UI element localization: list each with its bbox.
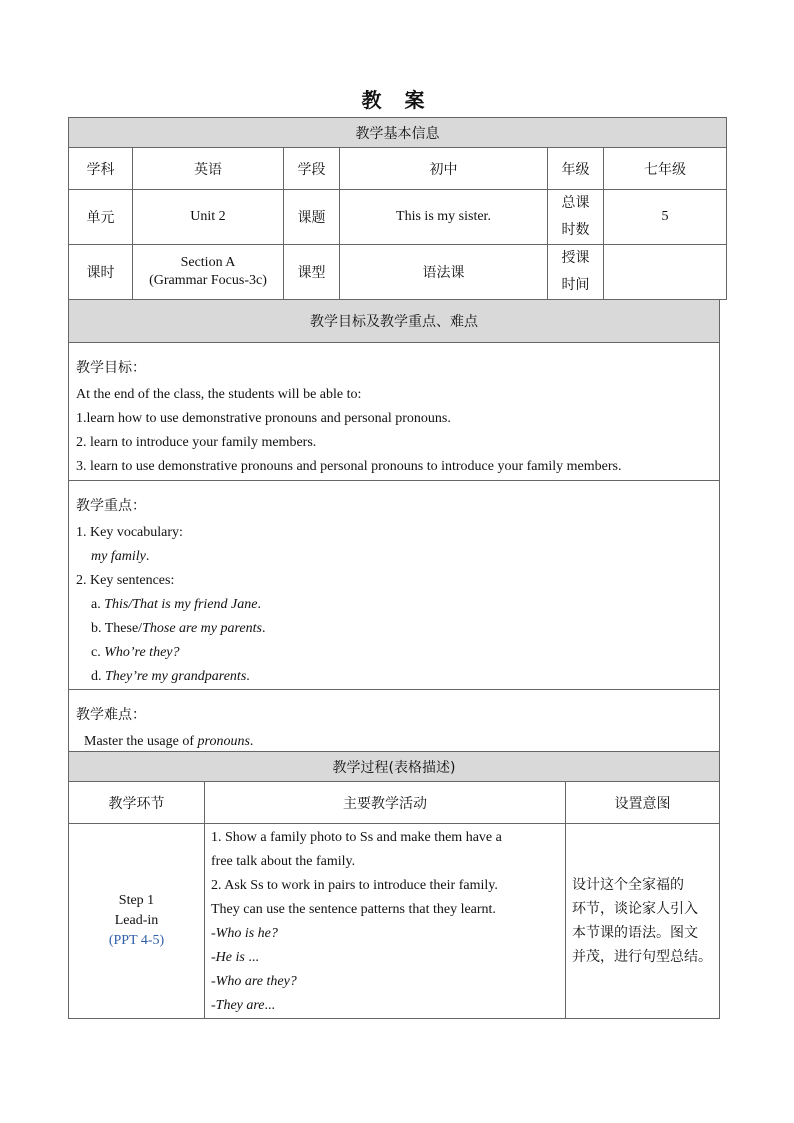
key-sentence	[91, 593, 719, 617]
key-sentence-prefix: a.	[91, 597, 105, 612]
key-sentence-text: This/That is my friend Jane	[104, 597, 258, 612]
value-total-hours: 5	[604, 190, 727, 245]
dialogue-end: ...	[244, 950, 259, 965]
step-ppt: (PPT 4-5)	[108, 933, 165, 948]
col-header-stage: 教学环节	[69, 782, 205, 824]
dialogue-end: ...	[264, 998, 276, 1013]
value-period	[133, 245, 284, 300]
label-teach-time	[548, 245, 604, 300]
intent-line: 设计这个全家福的	[572, 877, 684, 893]
step-sub: Lead-in	[114, 913, 159, 928]
key-sentence-end: .	[246, 669, 250, 684]
key-sentence-text: Who’re they?	[104, 645, 180, 660]
label-unit: 单元	[69, 190, 133, 245]
dialogue-line	[211, 922, 559, 946]
value-grade: 七年级	[604, 148, 727, 190]
objectives-title: 教学目标：	[76, 360, 146, 376]
value-stage: 初中	[340, 148, 548, 190]
intent-line: 并茂，进行句型总结。	[572, 949, 712, 965]
dialogue-text: -He is	[211, 950, 245, 965]
label-total-hours	[548, 190, 604, 245]
key-points-section	[69, 481, 720, 690]
key-sentence-prefix: b. These/	[91, 621, 143, 636]
difficulty-title: 教学难点：	[76, 707, 146, 723]
objective-line: 1.learn how to use demonstrative pronouns and personal pronouns.	[76, 411, 451, 426]
objectives-section	[69, 343, 720, 481]
key-sentence-end: .	[257, 597, 261, 612]
key-sentences-label: 2. Key sentences:	[76, 573, 175, 588]
activity-line: 1. Show a family photo to Ss and make them have a	[211, 830, 502, 845]
basic-info-header: 教学基本信息	[69, 118, 727, 148]
label-lesson-type: 课型	[284, 245, 340, 300]
activity-line: 2. Ask Ss to work in pairs to introduce their family.	[211, 878, 498, 893]
key-sentence-end: .	[261, 621, 266, 636]
key-sentence	[91, 665, 719, 689]
objective-line: 3. learn to use demonstrative pronouns and personal pronouns to introduce your family members.	[76, 459, 622, 474]
key-vocab-item	[91, 545, 719, 569]
key-sentence-prefix: d.	[91, 669, 105, 684]
intent-line: 环节，谈论家人引入	[572, 901, 698, 917]
value-teach-time	[604, 245, 727, 300]
process-table	[68, 751, 720, 1019]
step-cell	[69, 824, 205, 1019]
label-total-hours-line2: 时数	[561, 222, 590, 238]
key-vocab-end: .	[145, 549, 150, 564]
dialogue-text: -Who are they?	[211, 974, 297, 989]
value-period-line2: (Grammar Focus-3c)	[149, 273, 267, 288]
difficulty-italic: pronouns	[197, 734, 250, 749]
intent-line: 本节课的语法。图文	[572, 925, 698, 941]
dialogue-line	[211, 970, 559, 994]
col-header-activities: 主要教学活动	[205, 782, 566, 824]
value-period-line1: Section A	[180, 255, 236, 270]
basic-info-table	[68, 117, 727, 300]
goals-header: 教学目标及教学重点、难点	[69, 300, 720, 343]
value-lesson-type: 语法课	[340, 245, 548, 300]
process-header: 教学过程(表格描述)	[69, 752, 720, 782]
key-sentence-text: Those are my parents	[142, 621, 262, 636]
value-subject: 英语	[133, 148, 284, 190]
key-sentence	[91, 617, 719, 641]
activity-line: They can use the sentence patterns that they learnt.	[211, 902, 496, 917]
value-topic: This is my sister.	[340, 190, 548, 245]
label-topic: 课题	[284, 190, 340, 245]
key-vocab-text: my family	[91, 549, 146, 564]
objective-line: 2. learn to introduce your family members.	[76, 435, 317, 450]
label-teach-time-line2: 时间	[561, 277, 590, 293]
dialogue-text: -They are	[211, 998, 265, 1013]
document-title: 教 案	[361, 88, 433, 112]
activity-line: free talk about the family.	[211, 854, 356, 869]
col-header-intent: 设置意图	[566, 782, 720, 824]
key-sentence	[91, 641, 719, 665]
dialogue-line	[211, 994, 559, 1018]
label-period: 课时	[69, 245, 133, 300]
difficulty-section	[69, 690, 720, 758]
key-points-title: 教学重点：	[76, 498, 146, 514]
dialogue-line	[211, 946, 559, 970]
step-intent	[566, 824, 720, 1019]
key-sentence-prefix: c.	[91, 645, 105, 660]
objective-line: At the end of the class, the students will be able to:	[76, 387, 362, 402]
label-grade: 年级	[548, 148, 604, 190]
label-teach-time-line1: 授课	[561, 250, 590, 266]
step-activities	[205, 824, 566, 1019]
value-unit: Unit 2	[133, 190, 284, 245]
key-sentence-text: They’re my grandparents	[105, 669, 247, 684]
goals-table	[68, 299, 720, 758]
label-total-hours-line1: 总课	[561, 195, 590, 211]
label-subject: 学科	[69, 148, 133, 190]
key-vocab-label: 1. Key vocabulary:	[76, 525, 183, 540]
difficulty-end: .	[249, 734, 254, 749]
step-name: Step 1	[118, 893, 155, 908]
label-stage: 学段	[284, 148, 340, 190]
difficulty-prefix: Master the usage of	[84, 734, 198, 749]
dialogue-text: -Who is he?	[211, 926, 278, 941]
